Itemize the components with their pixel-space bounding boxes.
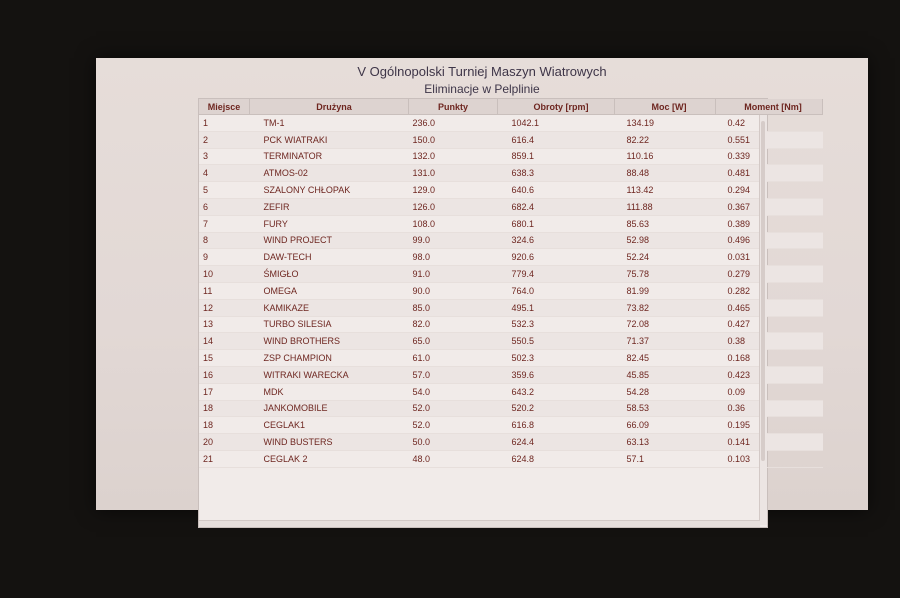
column-header-rpm[interactable]: Obroty [rpm] <box>498 99 615 115</box>
cell-place: 18 <box>199 417 250 434</box>
cell-points: 108.0 <box>409 215 498 232</box>
table-row[interactable] <box>199 198 823 215</box>
cell-points: 54.0 <box>409 383 498 400</box>
column-header-team[interactable]: Drużyna <box>250 99 409 115</box>
cell-rpm: 682.4 <box>498 198 615 215</box>
page-title: V Ogólnopolski Turniej Maszyn Wiatrowych <box>357 64 607 79</box>
cell-points: 90.0 <box>409 282 498 299</box>
table-row[interactable] <box>199 266 823 283</box>
cell-place: 12 <box>199 299 250 316</box>
cell-rpm: 779.4 <box>498 266 615 283</box>
cell-torque: 0.481 <box>716 165 823 182</box>
cell-power: 81.99 <box>615 282 716 299</box>
cell-place: 11 <box>199 282 250 299</box>
cell-points: 48.0 <box>409 450 498 467</box>
cell-place: 13 <box>199 316 250 333</box>
cell-place: 9 <box>199 249 250 266</box>
cell-team: ŚMIGŁO <box>250 266 409 283</box>
cell-points: 150.0 <box>409 131 498 148</box>
cell-rpm: 532.3 <box>498 316 615 333</box>
table-row[interactable] <box>199 148 823 165</box>
cell-rpm: 616.4 <box>498 131 615 148</box>
table-row[interactable] <box>199 165 823 182</box>
projection-screen <box>96 58 868 510</box>
table-row[interactable] <box>199 232 823 249</box>
cell-power: 111.88 <box>615 198 716 215</box>
cell-place: 10 <box>199 266 250 283</box>
cell-team: CEGLAK 2 <box>250 450 409 467</box>
cell-torque: 0.279 <box>716 266 823 283</box>
cell-power: 113.42 <box>615 182 716 199</box>
cell-points: 50.0 <box>409 434 498 451</box>
cell-points: 131.0 <box>409 165 498 182</box>
cell-power: 63.13 <box>615 434 716 451</box>
cell-place: 7 <box>199 215 250 232</box>
cell-power: 66.09 <box>615 417 716 434</box>
cell-points: 61.0 <box>409 350 498 367</box>
cell-points: 129.0 <box>409 182 498 199</box>
vertical-scrollbar[interactable] <box>759 115 767 525</box>
cell-team: TERMINATOR <box>250 148 409 165</box>
cell-rpm: 859.1 <box>498 148 615 165</box>
cell-points: 52.0 <box>409 400 498 417</box>
table-row[interactable] <box>199 215 823 232</box>
column-header-torque[interactable]: Moment [Nm] <box>716 99 823 115</box>
cell-team: TM-1 <box>250 115 409 132</box>
cell-points: 57.0 <box>409 366 498 383</box>
cell-rpm: 1042.1 <box>498 115 615 132</box>
cell-power: 72.08 <box>615 316 716 333</box>
cell-place: 1 <box>199 115 250 132</box>
cell-place: 16 <box>199 366 250 383</box>
table-row[interactable] <box>199 450 823 467</box>
column-header-place[interactable]: Miejsce <box>199 99 250 115</box>
cell-team: ATMOS-02 <box>250 165 409 182</box>
cell-torque: 0.294 <box>716 182 823 199</box>
table-row[interactable] <box>199 249 823 266</box>
cell-rpm: 638.3 <box>498 165 615 182</box>
column-header-power[interactable]: Moc [W] <box>615 99 716 115</box>
cell-torque: 0.389 <box>716 215 823 232</box>
cell-rpm: 643.2 <box>498 383 615 400</box>
cell-torque: 0.38 <box>716 333 823 350</box>
title-block <box>96 64 868 97</box>
cell-team: TURBO SILESIA <box>250 316 409 333</box>
cell-team: JANKOMOBILE <box>250 400 409 417</box>
cell-points: 85.0 <box>409 299 498 316</box>
cell-points: 132.0 <box>409 148 498 165</box>
cell-team: DAW-TECH <box>250 249 409 266</box>
cell-power: 58.53 <box>615 400 716 417</box>
table-row[interactable] <box>199 434 823 451</box>
table-row[interactable] <box>199 366 823 383</box>
cell-power: 54.28 <box>615 383 716 400</box>
column-header-points[interactable]: Punkty <box>409 99 498 115</box>
cell-power: 45.85 <box>615 366 716 383</box>
cell-team: MDK <box>250 383 409 400</box>
cell-power: 134.19 <box>615 115 716 132</box>
cell-place: 15 <box>199 350 250 367</box>
table-row[interactable] <box>199 417 823 434</box>
cell-points: 65.0 <box>409 333 498 350</box>
cell-torque: 0.423 <box>716 366 823 383</box>
cell-rpm: 324.6 <box>498 232 615 249</box>
cell-team: SZALONY CHŁOPAK <box>250 182 409 199</box>
cell-team: CEGLAK1 <box>250 417 409 434</box>
table-row[interactable] <box>199 350 823 367</box>
cell-points: 82.0 <box>409 316 498 333</box>
cell-power: 71.37 <box>615 333 716 350</box>
cell-points: 91.0 <box>409 266 498 283</box>
results-table <box>199 99 823 468</box>
table-row[interactable] <box>199 383 823 400</box>
cell-team: ZSP CHAMPION <box>250 350 409 367</box>
cell-team: WIND PROJECT <box>250 232 409 249</box>
cell-team: FURY <box>250 215 409 232</box>
cell-torque: 0.42 <box>716 115 823 132</box>
cell-power: 57.1 <box>615 450 716 467</box>
scrollbar-thumb[interactable] <box>761 121 765 461</box>
cell-place: 2 <box>199 131 250 148</box>
cell-rpm: 495.1 <box>498 299 615 316</box>
table-row[interactable] <box>199 131 823 148</box>
cell-team: KAMIKAZE <box>250 299 409 316</box>
cell-torque: 0.168 <box>716 350 823 367</box>
cell-rpm: 520.2 <box>498 400 615 417</box>
cell-place: 3 <box>199 148 250 165</box>
cell-power: 82.22 <box>615 131 716 148</box>
cell-torque: 0.427 <box>716 316 823 333</box>
cell-points: 98.0 <box>409 249 498 266</box>
table-row[interactable] <box>199 400 823 417</box>
cell-power: 75.78 <box>615 266 716 283</box>
cell-torque: 0.031 <box>716 249 823 266</box>
cell-power: 88.48 <box>615 165 716 182</box>
cell-power: 82.45 <box>615 350 716 367</box>
cell-team: PCK WIATRAKI <box>250 131 409 148</box>
table-row[interactable] <box>199 299 823 316</box>
cell-torque: 0.551 <box>716 131 823 148</box>
cell-team: WIND BROTHERS <box>250 333 409 350</box>
cell-place: 8 <box>199 232 250 249</box>
cell-place: 14 <box>199 333 250 350</box>
cell-rpm: 502.3 <box>498 350 615 367</box>
cell-place: 17 <box>199 383 250 400</box>
cell-place: 6 <box>199 198 250 215</box>
cell-rpm: 920.6 <box>498 249 615 266</box>
cell-rpm: 764.0 <box>498 282 615 299</box>
cell-torque: 0.141 <box>716 434 823 451</box>
cell-power: 52.98 <box>615 232 716 249</box>
table-row[interactable] <box>199 333 823 350</box>
horizontal-scrollbar[interactable] <box>199 520 760 527</box>
cell-place: 4 <box>199 165 250 182</box>
cell-place: 5 <box>199 182 250 199</box>
cell-place: 21 <box>199 450 250 467</box>
cell-torque: 0.103 <box>716 450 823 467</box>
cell-power: 73.82 <box>615 299 716 316</box>
table-row[interactable] <box>199 115 823 132</box>
cell-rpm: 680.1 <box>498 215 615 232</box>
cell-torque: 0.36 <box>716 400 823 417</box>
cell-rpm: 640.6 <box>498 182 615 199</box>
cell-torque: 0.496 <box>716 232 823 249</box>
cell-rpm: 624.4 <box>498 434 615 451</box>
cell-team: OMEGA <box>250 282 409 299</box>
cell-place: 18 <box>199 400 250 417</box>
cell-power: 52.24 <box>615 249 716 266</box>
results-table-panel <box>198 98 802 528</box>
cell-team: WIND BUSTERS <box>250 434 409 451</box>
cell-torque: 0.367 <box>716 198 823 215</box>
cell-points: 52.0 <box>409 417 498 434</box>
table-row[interactable] <box>199 182 823 199</box>
table-row[interactable] <box>199 316 823 333</box>
cell-points: 99.0 <box>409 232 498 249</box>
cell-points: 236.0 <box>409 115 498 132</box>
cell-rpm: 550.5 <box>498 333 615 350</box>
cell-power: 110.16 <box>615 148 716 165</box>
cell-team: ZEFIR <box>250 198 409 215</box>
page-subtitle: Eliminacje w Pelplinie <box>424 82 540 96</box>
cell-power: 85.63 <box>615 215 716 232</box>
cell-rpm: 616.8 <box>498 417 615 434</box>
table-row[interactable] <box>199 282 823 299</box>
cell-torque: 0.09 <box>716 383 823 400</box>
header-row <box>199 99 823 115</box>
cell-torque: 0.465 <box>716 299 823 316</box>
cell-rpm: 624.8 <box>498 450 615 467</box>
cell-torque: 0.195 <box>716 417 823 434</box>
cell-torque: 0.282 <box>716 282 823 299</box>
cell-points: 126.0 <box>409 198 498 215</box>
cell-rpm: 359.6 <box>498 366 615 383</box>
cell-place: 20 <box>199 434 250 451</box>
cell-team: WITRAKI WARECKA <box>250 366 409 383</box>
cell-torque: 0.339 <box>716 148 823 165</box>
